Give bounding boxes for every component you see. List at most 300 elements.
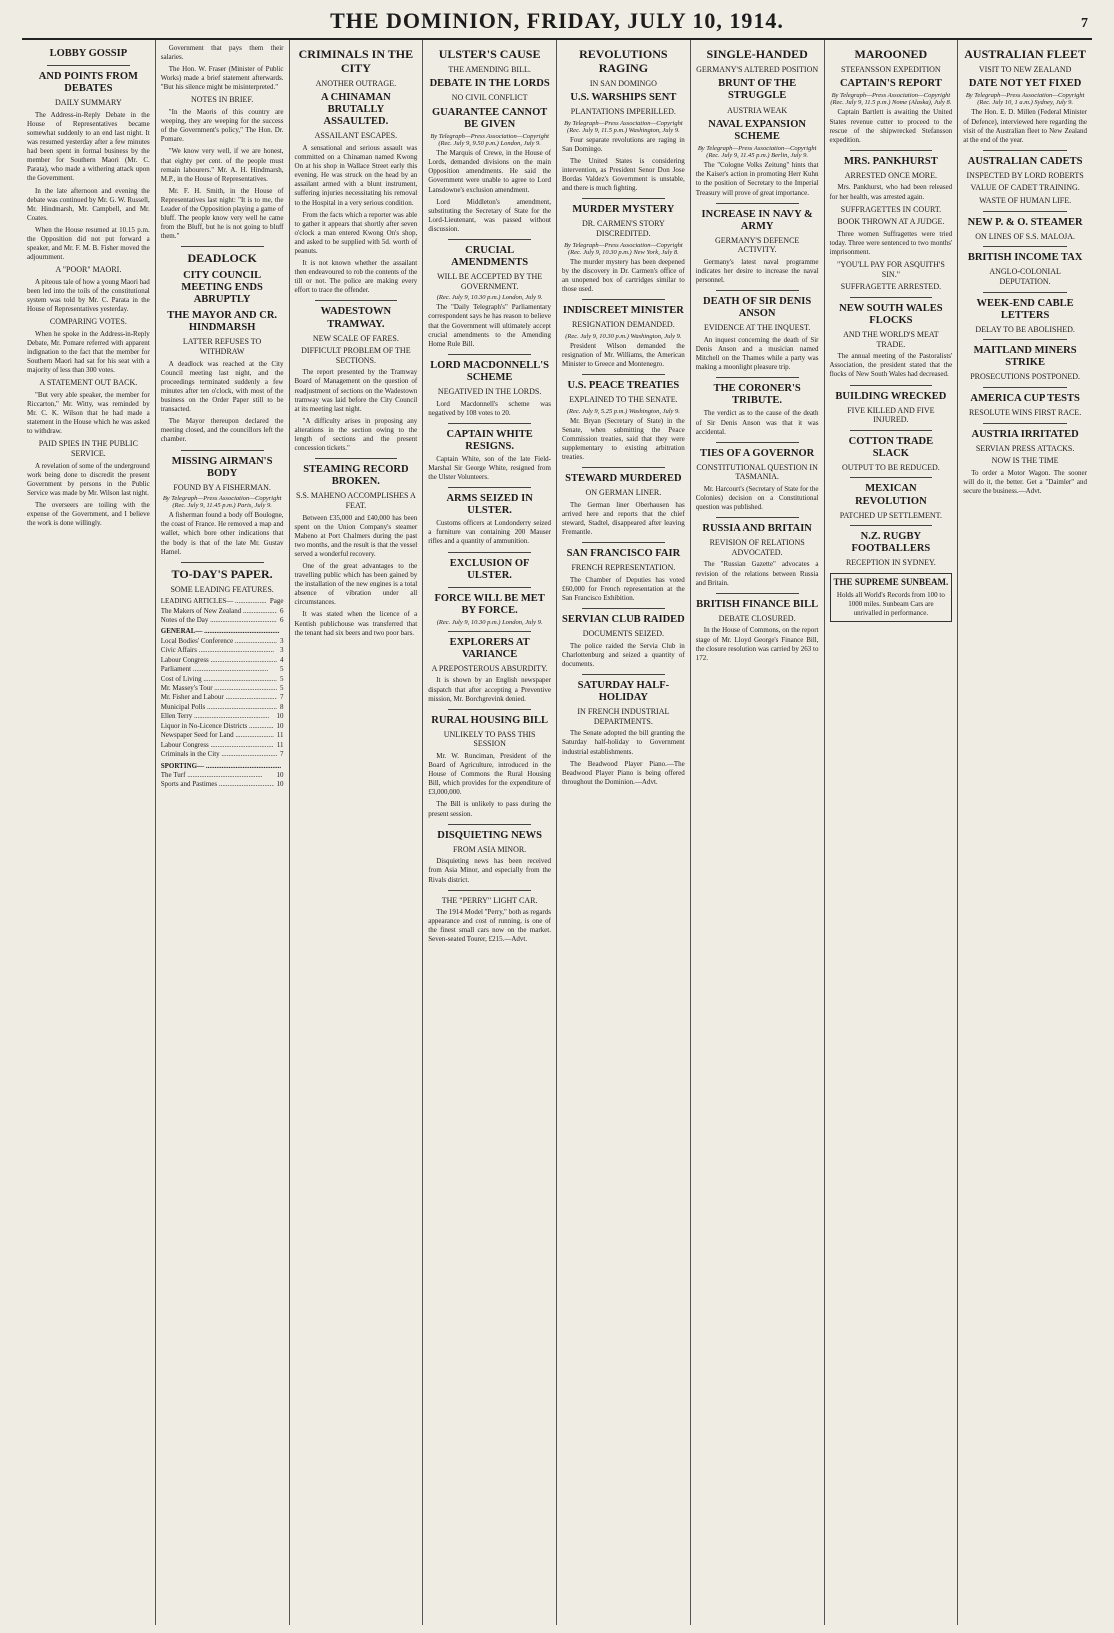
column-5: [557, 40, 691, 1625]
column-divider-rule: [716, 442, 799, 443]
subheading: GERMANY'S ALTERED POSITION: [696, 64, 819, 74]
headline: MISSING AIRMAN'S BODY: [171, 455, 273, 479]
article-paragraph: It is shown by an English newspaper dispatch that after accepting a Preventive mission, Mr. Borchgrevink denied.: [428, 676, 551, 703]
contents-page: 3: [280, 646, 284, 655]
subheading: CONSTITUTIONAL QUESTION IN TASMANIA.: [696, 462, 818, 482]
article-paragraph: President Wilson demanded the resignation of Mr. Williams, the American Minister to Greece and Montenegro.: [562, 341, 685, 368]
column-divider-rule: [448, 587, 531, 588]
contents-row: [161, 616, 284, 625]
contents-list: [161, 597, 284, 790]
article-paragraph: A fisherman found a body off Boulogne, the coast of France. He removed a map and wallet, which bore other indications that the body is that of the late Mr. Gustav Hamel.: [160, 511, 284, 556]
headline: WADESTOWN TRAMWAY.: [320, 306, 392, 330]
article-paragraph: The Mayor thereupon declared the meeting closed, and the councillors left the chamber.: [160, 417, 284, 444]
headline: AUSTRIA IRRITATED: [971, 428, 1079, 440]
article-paragraph: The Hon. E. D. Millen (Federal Minister of Defence), interviewed here regarding the visit of the Australian fleet to New Zealand at the end of the year.: [963, 108, 1087, 144]
contents-row: [161, 762, 284, 771]
contents-row: [161, 693, 284, 702]
contents-item: Mr. Fisher and Labour .....: [161, 693, 277, 702]
headline: EXPLORERS AT VARIANCE: [449, 636, 530, 660]
column-divider-rule: [448, 354, 531, 355]
subheading: PATCHED UP SETTLEMENT.: [839, 510, 942, 520]
subheading: SUFFRAGETTE ARRESTED.: [840, 282, 942, 292]
column-7: [825, 40, 959, 1625]
article-paragraph: Disquieting news has been received from Asia Minor, and especially from the Rivals district.: [428, 857, 551, 884]
column-divider-rule: [716, 290, 799, 291]
advertisement-title: THE SUPREME SUNBEAM.: [833, 576, 949, 587]
column-3: [290, 40, 424, 1625]
subheading: A PREPOSTEROUS ABSURDITY.: [431, 663, 548, 673]
subheading: ARRESTED ONCE MORE.: [844, 170, 937, 180]
column-divider-rule: [983, 339, 1067, 340]
contents-item: Cost of Living .....: [161, 675, 277, 684]
article-paragraph: Mr. F. H. Smith, in the House of Representatives last night: "It is to me, the Leader of the Opposition playing a game of bluff. The people know very well he came from the Bluff, but he is not going to bluff them.": [160, 186, 284, 241]
subheading: WILL BE ACCEPTED BY THE GOVERNMENT.: [437, 272, 543, 291]
contents-item: The Makers of New Zealand .....: [161, 607, 277, 616]
subheading: A STATEMENT OUT BACK.: [39, 378, 138, 388]
contents-page: 10: [276, 780, 284, 789]
article-paragraph: The "Russian Gazette" advocates a revision of the relations between Russia and Britain.: [695, 560, 819, 587]
subheading: DIFFICULT PROBLEM OF THE SECTIONS.: [301, 346, 411, 365]
contents-item: Newspaper Seed for Land .....: [161, 731, 274, 740]
subheading: RESIGNATION DEMANDED.: [572, 320, 675, 330]
article-paragraph: The Address-in-Reply Debate in the House of Representatives became somewhat suddenly to an end last night. It was resumed yesterday after a few minutes had been spent in formal business by the member for Southern Maori (Mr. C. Parata), who made a withering attack upon the Government.: [27, 110, 150, 183]
contents-item: Labour Congress .....: [161, 656, 277, 665]
dateline: By Telegraph—Press Association—Copyright (Rec. July 9, 9.50 p.m.) London, July 9.: [430, 133, 549, 148]
contents-page: 7: [280, 693, 284, 702]
subheading: PROSECUTIONS POSTPONED.: [970, 372, 1081, 382]
contents-item: Civic Affairs .....: [161, 646, 277, 655]
contents-page: 6: [280, 615, 284, 624]
contents-row: [161, 646, 284, 655]
subheading: RECEPTION IN SYDNEY.: [845, 558, 936, 568]
column-divider-rule: [448, 709, 531, 710]
article-paragraph: The Beadwood Player Piano.—The Beadwood Player Piano is being offered throughout the Dominion.—Advt.: [562, 759, 685, 786]
column-divider-rule: [582, 299, 665, 300]
headline: RURAL HOUSING BILL: [431, 714, 548, 726]
headline: CRIMINALS IN THE CITY: [298, 47, 414, 75]
headline: SAN FRANCISCO FAIR: [566, 548, 681, 560]
column-divider-rule: [315, 458, 398, 459]
contents-page: 4: [280, 655, 284, 664]
contents-row: [161, 771, 284, 780]
contents-row: [161, 712, 284, 721]
headline: INCREASE IN NAVY & ARMY: [701, 208, 813, 232]
contents-item: The Turf .....: [161, 771, 274, 780]
subheading: FRENCH REPRESENTATION.: [571, 563, 676, 573]
article-paragraph: The annual meeting of the Pastoralists' Association, the president stated that the flocks of New South Wales had decreased.: [829, 352, 953, 379]
article-paragraph: Between £35,000 and £40,000 has been spent on the Union Company's steamer Maheno at Port Chalmers during the past two months, and the result is that the vessel served a wonderful recovery.: [294, 513, 418, 558]
article-paragraph: Captain White, son of the late Field-Marshal Sir George White, resigned from the Ulster Volunteers.: [428, 454, 551, 482]
column-divider-rule: [448, 631, 531, 632]
contents-item: Municipal Polls .....: [161, 703, 277, 712]
subheading: GERMANY'S DEFENCE ACTIVITY.: [714, 235, 800, 255]
dateline: (Rec. July 9, 5.25 p.m.) Washington, July 9.: [566, 407, 680, 415]
column-divider-rule: [181, 246, 264, 247]
article-paragraph: The Bill is unlikely to pass during the present session.: [428, 800, 551, 818]
subheading: DEBATE CLOSURED.: [718, 613, 796, 623]
dateline: (Rec. July 9, 10.30 p.m.) London, July 9.: [436, 618, 543, 626]
article-paragraph: A revelation of some of the underground work being done to discredit the present Government by persons in the Public Service was made by Mr. Wilson last night.: [27, 461, 150, 497]
headline: GUARANTEE CANNOT BE GIVEN: [432, 107, 548, 131]
contents-row: [161, 780, 284, 789]
column-divider-rule: [716, 593, 799, 594]
article-paragraph: A deadlock was reached at the City Council meeting last night, and the proceedings terminated suddenly a few minutes after ten o'clock, with most of the business on the Order Paper still to be transacted.: [160, 359, 284, 414]
contents-row: [161, 665, 284, 674]
headline: DISQUIETING NEWS: [437, 829, 542, 841]
subheading: NO CIVIL CONFLICT: [451, 93, 528, 103]
article-paragraph: The German liner Oberhausen has arrived here and reports that the chief steward, Stadtel, disappeared after leaving Fremantle.: [562, 500, 685, 537]
article-paragraph: Three women Suffragettes were tried today. Three were sentenced to two months' imprisonment.: [829, 229, 953, 257]
column-divider-rule: [582, 467, 665, 468]
column-divider-rule: [582, 374, 665, 375]
contents-page: Page: [269, 597, 284, 606]
column-divider-rule: [448, 890, 531, 891]
contents-row: [161, 750, 284, 759]
article-paragraph: "But very able speaker, the member for Riccarton," Mr. Witty, was reminded by Mr. C. K. Wilson that he had made a statement in the House which he was asked to withdraw.: [27, 390, 150, 436]
subheading: EXPLAINED TO THE SENATE.: [569, 395, 678, 405]
subheading: REVISION OF RELATIONS ADVOCATED.: [709, 538, 805, 557]
article-paragraph: Mr. Bryan (Secretary of State) in the Senate, when submitting the Peace Commission treaties, said that they were supplementary to existing arbitration treaties.: [562, 416, 685, 461]
headline: BUILDING WRECKED: [835, 390, 947, 402]
article-paragraph: In the House of Commons, on the report stage of Mr. Lloyd George's Finance Bill, the closure resolution was carried by 263 to 172.: [695, 626, 819, 662]
headline: U.S. PEACE TREATIES: [567, 379, 680, 391]
subheading: ON GERMAN LINER.: [585, 488, 662, 498]
headline: BRUNT OF THE STRUGGLE: [718, 78, 797, 102]
contents-row: [161, 675, 284, 684]
headline: CAPTAIN WHITE RESIGNS.: [446, 428, 533, 452]
headline: MURDER MYSTERY: [572, 204, 675, 216]
subheading: RESOLUTE WINS FIRST RACE.: [969, 408, 1082, 418]
subheading: FROM ASIA MINOR.: [453, 844, 527, 854]
article-paragraph: It was stated when the licence of a Kentish publichouse was transferred that the tenant had six beers and two poor bars.: [294, 610, 418, 637]
subheading: UNLIKELY TO PASS THIS SESSION: [443, 729, 536, 749]
subheading: ASSAILANT ESCAPES.: [314, 131, 398, 141]
article-paragraph: "In the Maoris of this country are weeping, they are weeping for the success of the Government's policy," The Hon. Dr. Pomare.: [160, 108, 284, 144]
subheading: ANOTHER OUTRAGE.: [315, 78, 397, 88]
headline: TO-DAY'S PAPER.: [171, 566, 273, 581]
column-divider-rule: [983, 246, 1067, 247]
contents-row: [161, 731, 284, 740]
subheading: THE AMENDING BILL.: [448, 64, 531, 74]
contents-item: GENERAL— .....: [161, 627, 281, 636]
headline: U.S. WARSHIPS SENT: [570, 92, 677, 104]
column-divider-rule: [850, 385, 933, 386]
contents-page: 8: [280, 702, 284, 711]
article-paragraph: A piteous tale of how a young Maori had been led into the toils of the constitutional system was told by Mr. C. Parata in the House of Representatives yesterday.: [27, 277, 150, 314]
article-paragraph: "We know very well, if we are honest, that eighty per cent. of the people must remain labourers." Mr. A. H. Hindmarsh, M.P., in the House of Representatives.: [160, 147, 284, 183]
headline: NEW SOUTH WALES FLOCKS: [839, 302, 943, 326]
contents-row: [161, 684, 284, 693]
contents-item: LEADING ARTICLES— .....: [161, 597, 267, 606]
column-divider-rule: [582, 542, 665, 543]
dateline: By Telegraph—Press Association—Copyright (Rec. July 9, 11.5 p.m.) Washington, July 9.: [564, 119, 683, 134]
article-paragraph: It is not known whether the assailant then endeavoured to rob the contents of the till or not. The police are making every effort to trace the offender.: [294, 259, 418, 295]
headline: N.Z. RUGBY FOOTBALLERS: [851, 531, 931, 555]
dateline: By Telegraph—Press Association—Copyright (Rec. July 9, 11.45 p.m.) Berlin, July 9.: [697, 145, 817, 160]
subheading: EVIDENCE AT THE INQUEST.: [704, 323, 811, 333]
headline: BRITISH FINANCE BILL: [696, 598, 819, 610]
headline: DATE NOT YET FIXED: [968, 78, 1082, 90]
headline: RUSSIA AND BRITAIN: [702, 523, 812, 535]
column-divider-rule: [448, 487, 531, 488]
newspaper-title: THE DOMINION, FRIDAY, JULY 10, 1914.: [330, 8, 784, 33]
column-divider-rule: [983, 387, 1067, 388]
article-paragraph: The "Cologne Volks Zeitung" hints that the Kaiser's action in promoting Herr Kuhn to the position of Secretary to the Imperial Treasury will prove of great importance.: [695, 161, 819, 197]
column-divider-rule: [47, 65, 130, 66]
subheading: AND THE WORLD'S MEAT TRADE.: [843, 330, 939, 349]
contents-page: 10: [276, 770, 284, 779]
subheading: IN FRENCH INDUSTRIAL DEPARTMENTS.: [577, 707, 670, 726]
contents-item: SPORTING— .....: [161, 762, 281, 771]
contents-page: 11: [276, 731, 284, 740]
headline: ULSTER'S CAUSE: [438, 47, 541, 61]
dateline: (Rec. July 9, 10.30 p.m.) London, July 9.: [436, 294, 543, 302]
contents-page: 5: [280, 674, 284, 683]
headline: MEXICAN REVOLUTION: [855, 483, 927, 507]
contents-item: Labour Congress .....: [161, 741, 274, 750]
headline: STEAMING RECORD BROKEN.: [303, 464, 409, 488]
contents-row: [161, 627, 284, 636]
article-paragraph: An inquest concerning the death of Sir Denis Anson and a musician named Mitchell on the Thames while a party was making a moonlight pleasure trip.: [695, 335, 819, 372]
subheading: INSPECTED BY LORD ROBERTS: [966, 170, 1084, 180]
subheading: PAID SPIES IN THE PUBLIC SERVICE.: [38, 439, 138, 458]
subheading: ON LINES OF S.S. MALOJA.: [975, 231, 1076, 241]
dateline: By Telegraph—Press Association—Copyright (Rec. July 9, 11.45 p.m.) Paris, July 9.: [162, 495, 282, 510]
article-paragraph: The verdict as to the cause of the death of Sir Denis Anson was that it was accidental.: [695, 409, 819, 436]
page-number: 7: [1081, 16, 1088, 31]
headline: DEADLOCK: [187, 251, 257, 266]
column-divider-rule: [983, 150, 1067, 151]
article-paragraph: One of the great advantages to the travelling public which has been gained by the installation of the new engines is a total absence of vibration under all circumstances.: [294, 562, 418, 607]
contents-item: Liquor in No-Licence Districts .....: [161, 722, 274, 731]
article-paragraph: Captain Bartlett is awaiting the United States revenue cutter to proceed to the rescue of the shipwrecked Stefansson expedition.: [829, 108, 953, 144]
column-divider-rule: [716, 377, 799, 378]
headline: TIES OF A GOVERNOR: [699, 447, 815, 459]
subheading: SUFFRAGETTES IN COURT.: [840, 204, 942, 214]
headline: AMERICA CUP TESTS: [970, 393, 1080, 405]
article-paragraph: Government that pays them their salaries.: [160, 44, 284, 62]
contents-page: 5: [280, 665, 284, 674]
column-2: [156, 40, 290, 1625]
article-paragraph: To order a Motor Wagon. The sooner will do it, the better. Get a "Daimler" and secure the business.—Advt.: [963, 468, 1087, 496]
headline: CITY COUNCIL MEETING ENDS ABRUPTLY: [181, 270, 263, 306]
contents-item: Sports and Pastimes .....: [161, 780, 274, 789]
headline: DEATH OF SIR DENIS ANSON: [703, 296, 812, 320]
headline: REVOLUTIONS RAGING: [579, 47, 668, 75]
subheading: NEGATIVED IN THE LORDS.: [437, 386, 542, 396]
column-divider-rule: [448, 423, 531, 424]
article-paragraph: Germany's latest naval programme indicates her desire to increase the naval personnel.: [695, 257, 819, 285]
column-divider-rule: [850, 525, 933, 526]
article-paragraph: The police raided the Servia Club in Charlottenburg and seized a quantity of documents.: [562, 641, 685, 668]
contents-page: 10: [276, 721, 284, 730]
article-paragraph: Customs officers at Londonderry seized a furniture van containing 200 Mauser rifles and a quantity of ammunition.: [428, 519, 551, 546]
column-divider-rule: [582, 674, 665, 675]
subheading: S.S. MAHENO ACCOMPLISHES A FEAT.: [295, 491, 416, 510]
subheading: DR. CARMEN'S STORY DISCREDITED.: [581, 219, 665, 239]
subheading: SERVIAN PRESS ATTACKS.: [975, 443, 1075, 453]
subheading: "YOU'LL PAY FOR ASQUITH'S SIN.": [836, 260, 945, 279]
headline: AND POINTS FROM DEBATES: [38, 71, 138, 95]
subheading: AUSTRIA WEAK: [727, 105, 788, 115]
headline: SERVIAN CLUB RAIDED: [562, 614, 685, 626]
contents-item: Local Bodies' Conference .....: [161, 637, 277, 646]
column-8: [958, 40, 1092, 1625]
contents-item: Ellen Terry .....: [161, 712, 274, 721]
subheading: COMPARING VOTES.: [49, 317, 127, 327]
contents-page: 6: [280, 606, 284, 615]
headline: DEBATE IN THE LORDS: [429, 78, 550, 90]
column-divider-rule: [181, 450, 264, 451]
column-divider-rule: [448, 239, 531, 240]
column-divider-rule: [716, 517, 799, 518]
article-paragraph: A sensational and serious assault was committed on a Chinaman named Kwong On at his shop in Wallace Street early this evening. He was struck on the head by an assailant armed with a blunt instrument, suffering injuries necessitating his removal to the Hospital in a very serious condition.: [294, 143, 418, 207]
subheading: THE "PERRY" LIGHT CAR.: [441, 895, 538, 905]
headline: LORD MACDONNELL'S SCHEME: [430, 359, 549, 383]
headline: INDISCREET MINISTER: [562, 305, 684, 317]
dateline: By Telegraph—Press Association—Copyright (Rec. July 9, 11.5 p.m.) Nome (Alaska), July 8.: [830, 92, 952, 107]
advertisement: [830, 573, 953, 622]
headline: WEEK-END CABLE LETTERS: [976, 297, 1074, 321]
headline: LOBBY GOSSIP: [49, 48, 128, 59]
headline: AUSTRALIAN FLEET: [964, 47, 1086, 61]
column-divider-rule: [983, 211, 1067, 212]
article-paragraph: The United States is considering intervention, as President Senor Don Jose Bordas Valdez's Government is unstable, and there is much fighting.: [562, 157, 685, 193]
article-paragraph: The Hon. W. Fraser (Minister of Public Works) made a brief statement afterwards. "But his silence might be misinterpreted.": [160, 65, 284, 92]
article-paragraph: Mrs. Pankhurst, who had been released for her health, was arrested again.: [829, 183, 953, 201]
article-paragraph: Mr. Harcourt's (Secretary of State for the Colonies) decision on a Constitutional question was published.: [695, 484, 819, 512]
article-paragraph: "A difficulty arises in proposing any alterations in the section owing to the length of sections and the present concession tickets.": [294, 416, 418, 453]
article-paragraph: The report presented by the Tramway Board of Management on the question of readjustment of sections on the Wadestown tramway was laid before the City Council at its meeting last night.: [294, 368, 418, 413]
column-divider-rule: [983, 423, 1067, 424]
dateline: (Rec. July 9, 10.30 p.m.) Washington, July 9.: [565, 332, 682, 340]
headline: FORCE WILL BE MET BY FORCE.: [434, 592, 545, 616]
subheading: NOTES IN BRIEF.: [191, 95, 254, 105]
contents-page: 10: [276, 712, 284, 721]
subheading: VALUE OF CADET TRAINING.: [970, 183, 1080, 193]
contents-row: [161, 741, 284, 750]
subheading: SOME LEADING FEATURES.: [170, 584, 274, 594]
subheading: BOOK THROWN AT A JUDGE.: [837, 217, 945, 227]
headline: NEW P. & O. STEAMER: [967, 216, 1083, 228]
column-divider-rule: [850, 477, 933, 478]
masthead: [22, 0, 1092, 40]
column-divider-rule: [181, 562, 264, 563]
column-divider-rule: [315, 300, 398, 301]
headline: AUSTRALIAN CADETS: [967, 155, 1083, 167]
contents-item: Mr. Massey's Tour .....: [161, 684, 277, 693]
subheading: DAILY SUMMARY: [55, 98, 122, 108]
article-paragraph: Mr. W. Runciman, President of the Board of Agriculture, introduced in the House of Commons the Rural Housing Bill, which provides for the expenditure of £3,000,000.: [428, 752, 551, 797]
headline: THE MAYOR AND CR. HINDMARSH: [167, 310, 278, 334]
headline: CAPTAIN'S REPORT: [839, 78, 942, 90]
article-paragraph: The 1914 Model "Perry," both as regards appearance and cost of running, is one of the finest small cars now on the market. Seven-seated Tourer, £215.—Advt.: [428, 908, 551, 944]
subheading: ANGLO-COLONIAL DEPUTATION.: [989, 267, 1061, 286]
article-paragraph: In the late afternoon and evening the debate was continued by Mr. G. W. Russell, Mr. Hindmarsh, Mr. Campbell, and Mr. Coates.: [27, 186, 150, 222]
headline: ARMS SEIZED IN ULSTER.: [446, 493, 533, 517]
contents-row: [161, 607, 284, 616]
headline: EXCLUSION OF ULSTER.: [449, 557, 530, 581]
contents-item: Parliament .....: [161, 665, 277, 674]
article-paragraph: The murder mystery has been deepened by the discovery in Dr. Carmen's office of an unopened box of cartridges similar to those used.: [562, 257, 685, 293]
column-divider-rule: [850, 430, 933, 431]
article-paragraph: When the House resumed at 10.15 p.m. the Opposition did not put forward a speaker, and Mr. F. M. B. Fisher moved the adjournment.: [27, 225, 150, 262]
headline: COTTON TRADE SLACK: [848, 435, 934, 459]
headline: A CHINAMAN BRUTALLY ASSAULTED.: [321, 92, 391, 128]
headline: STEWARD MURDERED: [565, 473, 682, 485]
contents-page: 7: [280, 750, 284, 759]
contents-page: 5: [280, 684, 284, 693]
column-6: [691, 40, 825, 1625]
contents-item: Criminals in the City .....: [161, 750, 277, 759]
subheading: DELAY TO BE ABOLISHED.: [975, 324, 1075, 334]
subheading: DOCUMENTS SEIZED.: [582, 629, 665, 639]
article-paragraph: The Marquis of Crewe, in the House of Lords, demanded divisions on the main Opposition amendments. He said the Government were unable to agree to Lord Lansdowne's exclusion amendment.: [428, 149, 551, 194]
column-divider-rule: [850, 150, 933, 151]
advertisement-text: Holds all World's Records from 100 to 1000 miles. Sunbeam Cars are unrivalled in performance.: [836, 590, 945, 617]
article-paragraph: The Senate adopted the bill granting the Saturday half-holiday to Government industrial establishments.: [562, 729, 685, 756]
article-paragraph: The "Daily Telegraph's" Parliamentary correspondent says he has reason to believe that the Government will ultimately accept crucial amendments to the Amending Home Rule Bill.: [428, 303, 551, 348]
subheading: STEFANSSON EXPEDITION: [841, 64, 941, 74]
headline: CRUCIAL AMENDMENTS: [451, 245, 529, 269]
subheading: OUTPUT TO BE REDUCED.: [841, 462, 940, 472]
subheading: NOW IS THE TIME: [991, 456, 1059, 466]
column-4: [423, 40, 557, 1625]
contents-page: 11: [276, 740, 284, 749]
contents-page: [281, 627, 284, 636]
dateline: By Telegraph—Press Association—Copyright (Rec. July 10, 1 a.m.) Sydney, July 9.: [965, 92, 1085, 107]
contents-item: Notes of the Day .....: [161, 616, 277, 625]
column-divider-rule: [850, 297, 933, 298]
column-1: [22, 40, 156, 1625]
column-divider-rule: [448, 552, 531, 553]
article-paragraph: When he spoke in the Address-in-Reply Debate, Mr. Pomare referred with apparent indignation to the fact that the member for Southern Maori had sat for his seat with a majority of less than 300 votes.: [27, 329, 150, 375]
dateline: By Telegraph—Press Association—Copyright (Rec. July 9, 10.30 p.m.) New York, July 8.: [564, 241, 683, 256]
subheading: NEW SCALE OF FARES.: [312, 333, 399, 343]
headline: BRITISH INCOME TAX: [967, 252, 1083, 264]
column-divider-rule: [448, 824, 531, 825]
contents-row: [161, 703, 284, 712]
headline: MRS. PANKHURST: [844, 155, 938, 167]
article-paragraph: Lord Macdonnell's scheme was negatived by 108 votes to 20.: [428, 399, 551, 417]
article-paragraph: From the facts which a reporter was able to gather it appears that shortly after seven o'clock a man entered Kwong On's shop, and asked to be supplied with 5d. worth of peanuts.: [294, 210, 418, 255]
headline: SINGLE-HANDED: [706, 47, 808, 61]
column-divider-rule: [582, 198, 665, 199]
headline: SATURDAY HALF-HOLIDAY: [577, 680, 670, 704]
headline: THE CORONER'S TRIBUTE.: [713, 383, 801, 407]
article-paragraph: The overseers are toiling with the expense of the Government, and I believe the work is done willingly.: [27, 500, 150, 528]
column-divider-rule: [716, 203, 799, 204]
contents-page: 3: [280, 636, 284, 645]
contents-row: [161, 597, 284, 606]
contents-row: [161, 656, 284, 665]
article-paragraph: Lord Middleton's amendment, substituting the Secretary of State for the Lord-Lieutenant, was passed without discussion.: [428, 197, 551, 233]
contents-page: [281, 762, 284, 771]
subheading: PLANTATIONS IMPERILLED.: [570, 107, 676, 117]
headline: NAVAL EXPANSION SCHEME: [708, 119, 806, 143]
subheading: IN SAN DOMINGO: [589, 78, 657, 88]
subheading: A "POOR" MAORI.: [55, 265, 122, 275]
article-paragraph: The Chamber of Deputies has voted £60,000 for French representation at the San Francisco Exhibition.: [562, 575, 685, 602]
column-divider-rule: [983, 292, 1067, 293]
subheading: VISIT TO NEW ZEALAND: [978, 64, 1072, 74]
subheading: LATTER REFUSES TO WITHDRAW: [182, 337, 262, 357]
contents-row: [161, 637, 284, 646]
columns-container: [22, 40, 1092, 1625]
subheading: WASTE OF HUMAN LIFE.: [979, 196, 1072, 206]
headline: MAITLAND MINERS STRIKE: [973, 345, 1077, 369]
headline: MAROONED: [854, 47, 928, 61]
